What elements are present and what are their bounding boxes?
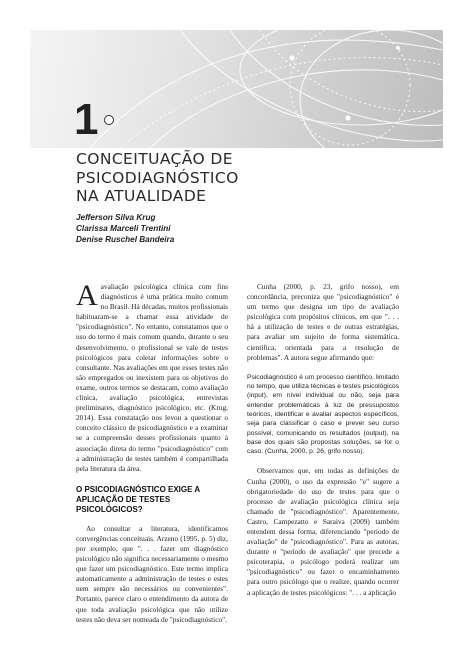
- section-heading-line: O PSICODIAGNÓSTICO EXIGE A: [76, 484, 201, 494]
- drop-cap: A: [76, 279, 98, 312]
- author-name: Jefferson Silva Krug: [76, 213, 156, 222]
- text-column-right: [247, 282, 399, 598]
- chapter-title-line: NA ATUALIDADE: [76, 187, 207, 205]
- chapter-number-dot: [104, 115, 114, 125]
- section-heading: [76, 485, 228, 515]
- chapter-title-line: CONCEITUAÇÃO DE: [76, 150, 233, 168]
- section-heading-line: APLICAÇÃO DE TESTES PSICOLÓGICOS?: [76, 494, 171, 514]
- author-name: Denise Ruschel Bandeira: [76, 235, 175, 244]
- body-paragraph: Ao consultar a literatura, identificamos convergências conceituais. Arzeno (1995, p. 5) diz, por exemplo, que ". . . fazer um diagnóstico psicológico não significa necessariamente o mesmo que fazer um psicodiagnóstico. Este termo implica automaticamente a administração de testes e estes nem sempre são necessários ou convenientes". Portanto, parece claro o entendimento da autora de que toda avaliação psicológica que não utilize testes não deva ser nomeada de "psicodiagnóstico".: [76, 523, 228, 624]
- author-name: Clarissa Marceli Trentini: [76, 224, 171, 233]
- intro-paragraph: [76, 279, 228, 474]
- chapter-title-line: PSICODIAGNÓSTICO: [76, 168, 239, 187]
- body-paragraph: Observamos que, em todas as definições de Cunha (2000), o uso da expressão "e" sugere a obrigatoriedade do uso de testes para que o processo de avaliação psicológica clínica seja chamado de "psicodiagnóstico". Aparentemente, Castro, Campezatto e Saraiva (2009) também entendem dessa forma, diferenciando "período de avaliação" de "psicodiagnóstico". Para as autoras, durante o "período de avaliação" que precede a psicoterapia, o psicólogo poderá realizar um "psicodiagnóstico" ou fazer o encaminhamento para outro psicólogo que o realize, quando ocorrer a aplicação de testes psicológicos: ". . . a aplicação: [247, 466, 399, 597]
- text-column-left: [76, 279, 228, 625]
- body-paragraph: Cunha (2000, p. 23, grifo nosso), em concordância, preconiza que "psicodiagnóstico" é um termo que designa um tipo de avaliação psicológica com propósitos clínicos, em que ". . . há a utilização de testes e de outras estratégias, para avaliar um sujeito de forma sistemática, científica, orientada para a resolução de problemas". A autora segue afirmando que:: [247, 282, 399, 362]
- author-list: [76, 212, 174, 245]
- block-quote: Psicodiagnóstico é um processo científico, limitado no tempo, que utiliza técnicas e testes psicológicos (input), em nível individual ou não, seja para entender problemáticas à luz de pressupostos teóricos, identificar e avaliar aspectos específicos, seja para classificar o caso e prever seu curso possível, comunicando os resultados (output), na base dos quais são propostas soluções, se for o caso. (Cunha, 2000, p. 26, grifo nosso).: [247, 373, 399, 456]
- intro-text: avaliação psicológica clínica com fins diagnósticos é uma prática muito comum no Brasil. Há décadas, muitos profissionais habituaram-se a chamar essa atividade de "psicodiagnóstico". No entanto, constatamos que o uso do termo é mais comum quando, durante o seu desenvolvimento, o profissional se vale de testes psicológicos para coletar informações sobre o consultante. Nas avaliações em que esses testes não são empregados ou inexistem para os objetivos do exame, outros termos se destacam, como avaliação clínica, avaliação psicológica, entrevistas preliminares, diagnóstico psicológico, etc. (Krug, 2014). Essa constatação nos levou a questionar o conceito clássico de psicodiagnóstico e a examinar se a compreensão desses profissionais quanto à associação direta do termo "psicodiagnóstico" com a administração de testes também é compartilhada pela literatura da área.: [76, 282, 228, 473]
- chapter-number: 1: [74, 95, 99, 144]
- chapter-title: [76, 150, 376, 206]
